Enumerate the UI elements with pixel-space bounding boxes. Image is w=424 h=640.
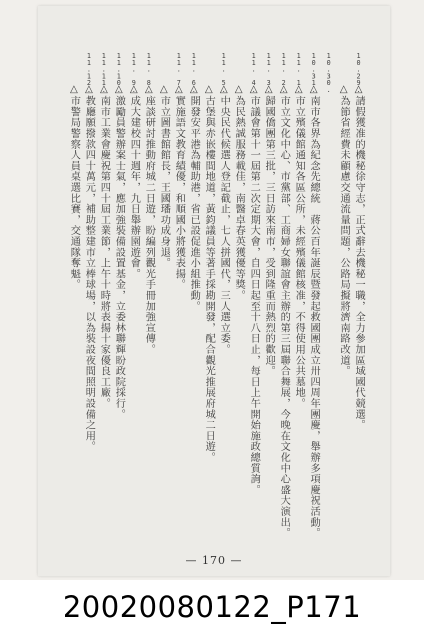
- entry-column: [97, 52, 109, 532]
- entry-text: △南市各界為紀念先總統 蔣公百年誕辰暨發起救國團成立卅四周年團慶，舉辦多項慶祝活動。: [308, 84, 320, 539]
- entry-date: 10.30.: [324, 52, 333, 93]
- entry-column: [82, 52, 94, 532]
- entry-column: [187, 52, 199, 532]
- entry-text: △為節省經費未顧慮交通流量問題，公路局擬將濟南路改道。: [338, 84, 350, 377]
- entry-column: [322, 52, 334, 532]
- entry-date: 11. 5.: [219, 52, 228, 93]
- entry-column: [307, 52, 320, 539]
- entry-text: △古堡與赤嵌樓間地道，黃鈞議員等著手採勘開發，配合觀光推展府城二日遊。: [203, 84, 215, 463]
- entry-column: [277, 52, 290, 539]
- entry-column: [337, 52, 349, 532]
- entry-column: [217, 52, 229, 532]
- entry-text: △座談研討推動府城二日遊，盼編列觀光手冊加強宣傳。: [143, 84, 155, 355]
- entry-text: △歸國僑團第三批，三日訪來南市，受到隆重而熱烈的歡迎。: [263, 84, 275, 377]
- entry-date: 11. 9.: [129, 52, 138, 93]
- entry-column: [352, 52, 364, 532]
- entry-text: △市警局警察人員桌選比賽，交通隊奪魁。: [68, 84, 80, 290]
- entry-date: 11. 8.: [144, 52, 153, 93]
- entry-date: 11. 2.: [279, 52, 288, 93]
- entry-column: [172, 52, 184, 532]
- entry-text: △市立殯儀館通知各區公所，未經殯儀館核准，不得使用公共墓地。: [293, 84, 305, 409]
- entry-date: 11.12.: [84, 52, 93, 93]
- entry-column: [68, 52, 80, 532]
- entry-date: 11.11.: [99, 52, 108, 93]
- entry-text: △激勵員警辦案士氣，應加強裝備設置基金，立委林聯輝盼政院採行。: [113, 84, 125, 420]
- entry-date: 10.29.: [354, 52, 363, 93]
- entry-column: [262, 52, 274, 532]
- entry-text: △南市工業會慶祝第四十屆工業節，上午十時將表揚十家優良工廠。: [98, 84, 110, 409]
- entry-text: △教廳願撥款四十萬元，補助整建市立棒球場，以為裝設夜間照明設備之用。: [83, 84, 95, 452]
- entry-text: △成大建校四十週年，九日舉辦園遊會。: [128, 84, 140, 280]
- entry-text: △市議會第十一屆第二次定期大會，自四日起至十八日止，每日上午開始施政總質詢。: [248, 84, 260, 496]
- entry-text: △為民熱誠服務載佳，南醫卓春英獲優等獎。: [233, 84, 245, 301]
- entry-column: [112, 52, 124, 532]
- entry-text: △請假獲准的機秘徐守志，正式辭去機秘一職，全力參加區域國代競選。: [353, 84, 365, 431]
- entry-text: △中央民代候選人登記截止，七人拼國代，三人選立委。: [218, 84, 230, 355]
- entry-date: 11.10.: [114, 52, 123, 93]
- page-number: — 170 —: [185, 554, 243, 567]
- entry-date: 11. 4.: [249, 52, 258, 93]
- entry-text: △實施語文教育績優，和順國小將獲表揚。: [173, 84, 185, 290]
- entry-date: 11. 3.: [264, 52, 273, 93]
- entry-column: [142, 52, 154, 532]
- entry-text: △市立圖書館館長，王國璠功成身退。: [158, 84, 170, 269]
- chronicle-columns: [68, 52, 365, 539]
- book-page: [38, 6, 390, 576]
- entry-text: △市立文化中心、市黨部、工商婦女聯誼會主辦的第三屆聯合舞展，今晚在文化中心盛大演出。: [278, 84, 290, 539]
- file-label: 20020080122_P171: [62, 590, 362, 624]
- entry-date: 11. 6.: [189, 52, 198, 93]
- entry-column: [127, 52, 139, 532]
- entry-date: 11. 7.: [174, 52, 183, 93]
- entry-column: [157, 52, 169, 532]
- entry-date: 10.31.: [309, 52, 318, 93]
- entry-text: △開發安平港為輔助港，省已設促進小組推動。: [188, 84, 200, 312]
- entry-column: [232, 52, 244, 532]
- entry-column: [202, 52, 214, 532]
- entry-column: [292, 52, 304, 532]
- entry-column: [247, 52, 259, 532]
- entry-date: 11. 1.: [294, 52, 303, 93]
